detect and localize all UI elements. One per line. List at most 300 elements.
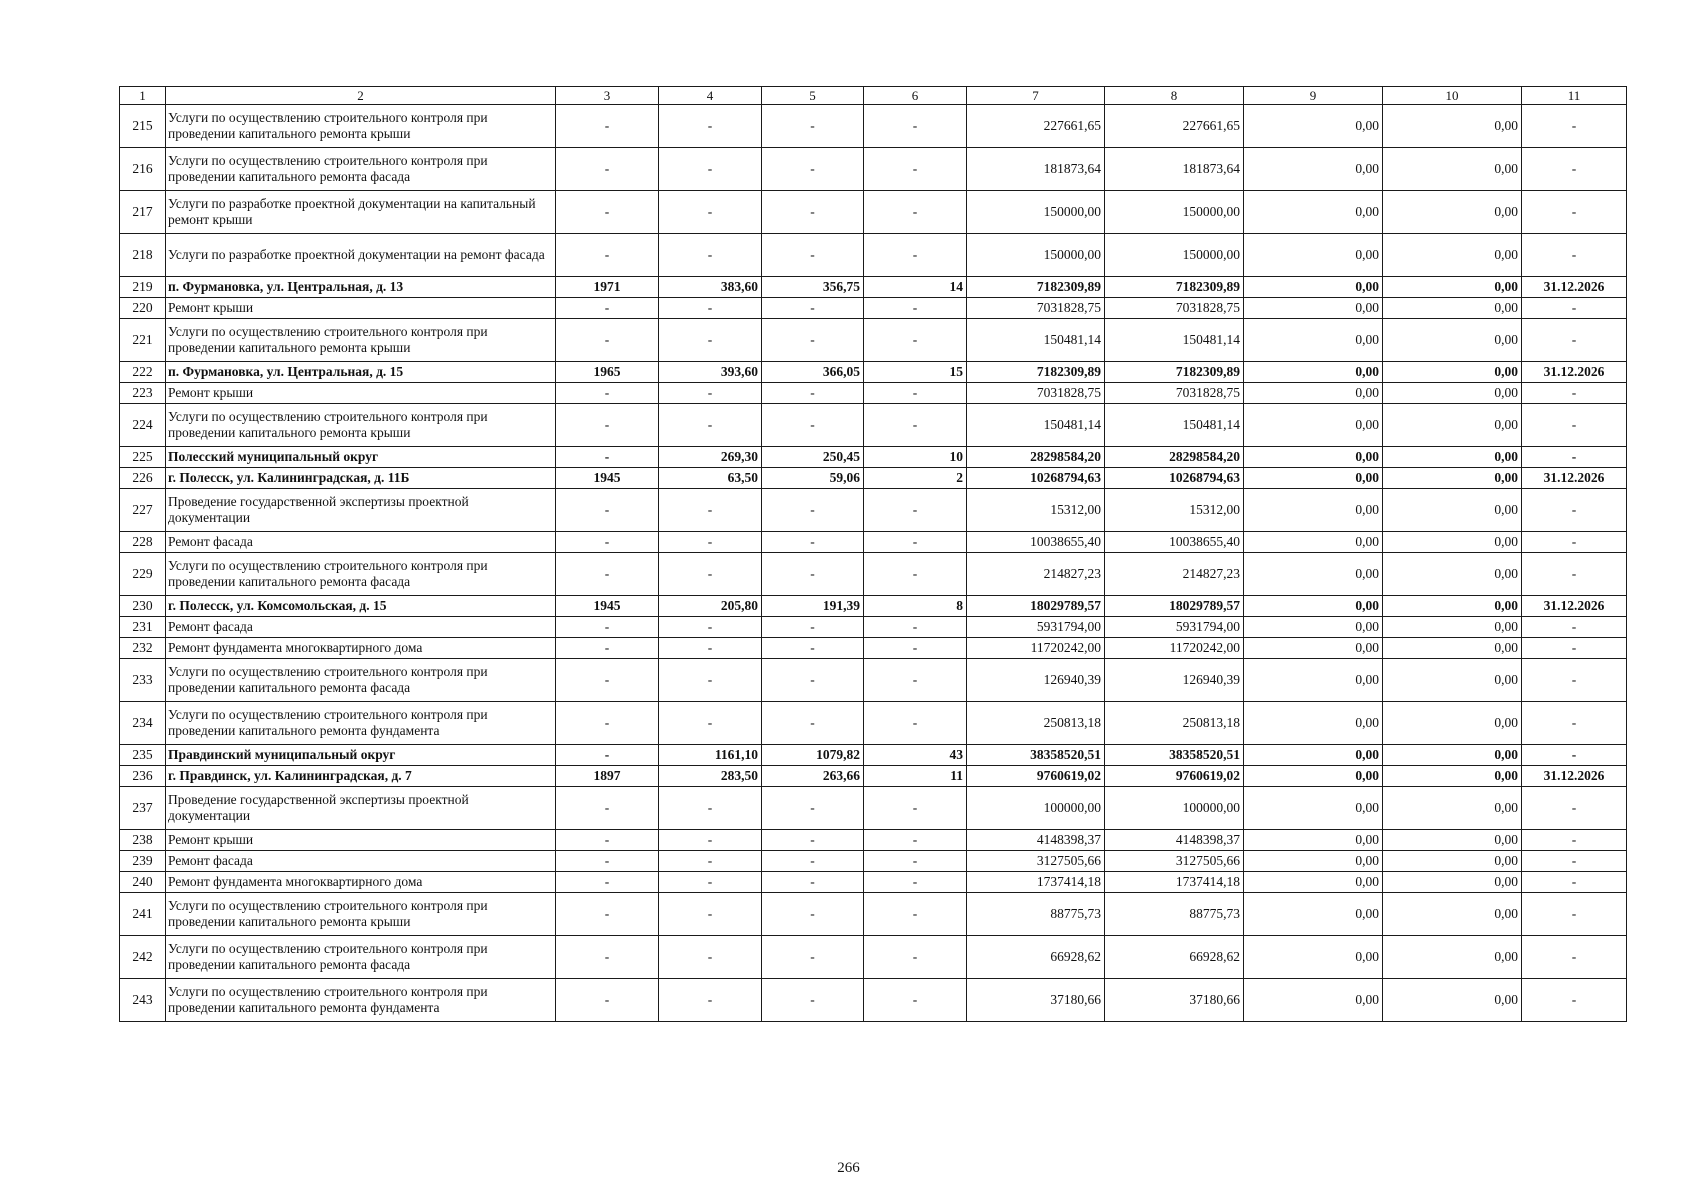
col5-cell: -: [762, 383, 864, 404]
col5-cell: -: [762, 830, 864, 851]
col10-cell: 0,00: [1383, 617, 1522, 638]
col6-cell: -: [864, 851, 967, 872]
item-name-cell: Ремонт фасада: [166, 617, 556, 638]
col9-cell: 0,00: [1244, 787, 1383, 830]
col8-cell: 18029789,57: [1105, 596, 1244, 617]
col11-cell: -: [1522, 617, 1627, 638]
header-cell: 6: [864, 87, 967, 105]
col6-cell: -: [864, 383, 967, 404]
col11-cell: -: [1522, 553, 1627, 596]
col6-cell: -: [864, 787, 967, 830]
col9-cell: 0,00: [1244, 277, 1383, 298]
col9-cell: 0,00: [1244, 383, 1383, 404]
col10-cell: 0,00: [1383, 234, 1522, 277]
col8-cell: 214827,23: [1105, 553, 1244, 596]
row-number-cell: 236: [120, 766, 166, 787]
col5-cell: -: [762, 979, 864, 1022]
col6-cell: -: [864, 659, 967, 702]
col8-cell: 227661,65: [1105, 105, 1244, 148]
table-row: [120, 489, 1627, 532]
item-name-cell: Ремонт фундамента многоквартирного дома: [166, 638, 556, 659]
col6-cell: -: [864, 936, 967, 979]
col11-cell: 31.12.2026: [1522, 766, 1627, 787]
table-row: [120, 851, 1627, 872]
col10-cell: 0,00: [1383, 468, 1522, 489]
col6-cell: -: [864, 638, 967, 659]
col3-cell: -: [556, 659, 659, 702]
col3-cell: -: [556, 447, 659, 468]
col3-cell: -: [556, 404, 659, 447]
row-number-cell: 227: [120, 489, 166, 532]
table-row: [120, 659, 1627, 702]
col7-cell: 11720242,00: [967, 638, 1105, 659]
col8-cell: 126940,39: [1105, 659, 1244, 702]
col7-cell: 150481,14: [967, 319, 1105, 362]
col8-cell: 250813,18: [1105, 702, 1244, 745]
col11-cell: 31.12.2026: [1522, 362, 1627, 383]
header-cell: 5: [762, 87, 864, 105]
col5-cell: 250,45: [762, 447, 864, 468]
col3-cell: -: [556, 872, 659, 893]
col9-cell: 0,00: [1244, 532, 1383, 553]
col9-cell: 0,00: [1244, 468, 1383, 489]
col11-cell: 31.12.2026: [1522, 277, 1627, 298]
col9-cell: 0,00: [1244, 404, 1383, 447]
col11-cell: -: [1522, 787, 1627, 830]
col9-cell: 0,00: [1244, 553, 1383, 596]
col3-cell: -: [556, 979, 659, 1022]
col4-cell: -: [659, 617, 762, 638]
col3-cell: -: [556, 745, 659, 766]
row-number-cell: 242: [120, 936, 166, 979]
col9-cell: 0,00: [1244, 702, 1383, 745]
row-number-cell: 239: [120, 851, 166, 872]
table-row: [120, 383, 1627, 404]
col7-cell: 28298584,20: [967, 447, 1105, 468]
item-name-cell: Услуги по разработке проектной документации на ремонт фасада: [166, 234, 556, 277]
col5-cell: -: [762, 532, 864, 553]
item-name-cell: Ремонт фундамента многоквартирного дома: [166, 872, 556, 893]
row-number-cell: 221: [120, 319, 166, 362]
col5-cell: -: [762, 489, 864, 532]
col10-cell: 0,00: [1383, 105, 1522, 148]
table-body: [120, 87, 1627, 1022]
col7-cell: 7031828,75: [967, 298, 1105, 319]
col8-cell: 4148398,37: [1105, 830, 1244, 851]
item-name-cell: Полесский муниципальный округ: [166, 447, 556, 468]
item-name-cell: Услуги по разработке проектной документации на капитальный ремонт крыши: [166, 191, 556, 234]
col3-cell: -: [556, 638, 659, 659]
col5-cell: -: [762, 851, 864, 872]
col5-cell: 263,66: [762, 766, 864, 787]
col3-cell: 1945: [556, 468, 659, 489]
row-number-cell: 234: [120, 702, 166, 745]
col5-cell: -: [762, 553, 864, 596]
col8-cell: 181873,64: [1105, 148, 1244, 191]
col9-cell: 0,00: [1244, 319, 1383, 362]
col6-cell: -: [864, 234, 967, 277]
col11-cell: -: [1522, 191, 1627, 234]
col9-cell: 0,00: [1244, 830, 1383, 851]
col6-cell: 14: [864, 277, 967, 298]
header-cell: 11: [1522, 87, 1627, 105]
col10-cell: 0,00: [1383, 851, 1522, 872]
col6-cell: -: [864, 148, 967, 191]
col8-cell: 100000,00: [1105, 787, 1244, 830]
col4-cell: -: [659, 702, 762, 745]
col7-cell: 18029789,57: [967, 596, 1105, 617]
col4-cell: -: [659, 936, 762, 979]
table-row: [120, 936, 1627, 979]
col11-cell: 31.12.2026: [1522, 468, 1627, 489]
row-number-cell: 229: [120, 553, 166, 596]
col4-cell: -: [659, 532, 762, 553]
col6-cell: 43: [864, 745, 967, 766]
row-number-cell: 222: [120, 362, 166, 383]
col7-cell: 181873,64: [967, 148, 1105, 191]
table-row: [120, 872, 1627, 893]
col8-cell: 9760619,02: [1105, 766, 1244, 787]
table-row: [120, 553, 1627, 596]
col4-cell: -: [659, 234, 762, 277]
col6-cell: -: [864, 553, 967, 596]
col11-cell: -: [1522, 319, 1627, 362]
col4-cell: -: [659, 659, 762, 702]
col9-cell: 0,00: [1244, 105, 1383, 148]
col4-cell: 283,50: [659, 766, 762, 787]
col4-cell: -: [659, 553, 762, 596]
col4-cell: -: [659, 383, 762, 404]
col7-cell: 100000,00: [967, 787, 1105, 830]
table-row: [120, 298, 1627, 319]
col3-cell: 1971: [556, 277, 659, 298]
col5-cell: 191,39: [762, 596, 864, 617]
col6-cell: -: [864, 319, 967, 362]
item-name-cell: г. Полесск, ул. Комсомольская, д. 15: [166, 596, 556, 617]
col5-cell: -: [762, 105, 864, 148]
col11-cell: -: [1522, 893, 1627, 936]
item-name-cell: п. Фурмановка, ул. Центральная, д. 13: [166, 277, 556, 298]
row-number-cell: 243: [120, 979, 166, 1022]
table-row: [120, 979, 1627, 1022]
item-name-cell: Услуги по осуществлению строительного контроля при проведении капитального ремонта крыши: [166, 404, 556, 447]
col6-cell: 11: [864, 766, 967, 787]
row-number-cell: 224: [120, 404, 166, 447]
header-cell: 3: [556, 87, 659, 105]
header-cell: 9: [1244, 87, 1383, 105]
table-row: [120, 277, 1627, 298]
col10-cell: 0,00: [1383, 319, 1522, 362]
item-name-cell: Ремонт фасада: [166, 851, 556, 872]
col3-cell: -: [556, 148, 659, 191]
col3-cell: 1945: [556, 596, 659, 617]
col9-cell: 0,00: [1244, 638, 1383, 659]
table-row: [120, 766, 1627, 787]
col5-cell: -: [762, 787, 864, 830]
col11-cell: -: [1522, 105, 1627, 148]
row-number-cell: 219: [120, 277, 166, 298]
col6-cell: -: [864, 191, 967, 234]
col7-cell: 150000,00: [967, 191, 1105, 234]
col4-cell: 1161,10: [659, 745, 762, 766]
col4-cell: -: [659, 404, 762, 447]
table-row: [120, 234, 1627, 277]
col7-cell: 150481,14: [967, 404, 1105, 447]
col5-cell: -: [762, 638, 864, 659]
col8-cell: 28298584,20: [1105, 447, 1244, 468]
program-table: [119, 86, 1627, 1022]
table-row: [120, 447, 1627, 468]
col11-cell: -: [1522, 659, 1627, 702]
col8-cell: 150481,14: [1105, 319, 1244, 362]
col5-cell: -: [762, 893, 864, 936]
table-row: [120, 617, 1627, 638]
col7-cell: 37180,66: [967, 979, 1105, 1022]
header-cell: 8: [1105, 87, 1244, 105]
col4-cell: -: [659, 638, 762, 659]
col10-cell: 0,00: [1383, 787, 1522, 830]
col4-cell: -: [659, 489, 762, 532]
col9-cell: 0,00: [1244, 362, 1383, 383]
col4-cell: -: [659, 830, 762, 851]
col4-cell: -: [659, 191, 762, 234]
item-name-cell: п. Фурмановка, ул. Центральная, д. 15: [166, 362, 556, 383]
row-number-cell: 235: [120, 745, 166, 766]
col3-cell: -: [556, 787, 659, 830]
col6-cell: 2: [864, 468, 967, 489]
col11-cell: -: [1522, 298, 1627, 319]
item-name-cell: Ремонт крыши: [166, 298, 556, 319]
col9-cell: 0,00: [1244, 148, 1383, 191]
table-row: [120, 319, 1627, 362]
col11-cell: -: [1522, 830, 1627, 851]
col5-cell: -: [762, 298, 864, 319]
col10-cell: 0,00: [1383, 596, 1522, 617]
item-name-cell: Ремонт крыши: [166, 830, 556, 851]
col11-cell: -: [1522, 979, 1627, 1022]
col8-cell: 7182309,89: [1105, 362, 1244, 383]
col6-cell: -: [864, 872, 967, 893]
col10-cell: 0,00: [1383, 362, 1522, 383]
col7-cell: 15312,00: [967, 489, 1105, 532]
col4-cell: -: [659, 872, 762, 893]
item-name-cell: Услуги по осуществлению строительного контроля при проведении капитального ремонта фасада: [166, 659, 556, 702]
col11-cell: -: [1522, 702, 1627, 745]
col6-cell: -: [864, 298, 967, 319]
col9-cell: 0,00: [1244, 893, 1383, 936]
col4-cell: 269,30: [659, 447, 762, 468]
col3-cell: -: [556, 383, 659, 404]
col9-cell: 0,00: [1244, 447, 1383, 468]
col8-cell: 1737414,18: [1105, 872, 1244, 893]
col8-cell: 38358520,51: [1105, 745, 1244, 766]
col11-cell: -: [1522, 404, 1627, 447]
col3-cell: -: [556, 702, 659, 745]
col10-cell: 0,00: [1383, 553, 1522, 596]
col7-cell: 214827,23: [967, 553, 1105, 596]
col6-cell: 15: [864, 362, 967, 383]
col10-cell: 0,00: [1383, 298, 1522, 319]
col6-cell: -: [864, 105, 967, 148]
col4-cell: 205,80: [659, 596, 762, 617]
col10-cell: 0,00: [1383, 872, 1522, 893]
col8-cell: 88775,73: [1105, 893, 1244, 936]
table-row: [120, 362, 1627, 383]
col8-cell: 150000,00: [1105, 234, 1244, 277]
row-number-cell: 220: [120, 298, 166, 319]
header-cell: 10: [1383, 87, 1522, 105]
col6-cell: -: [864, 532, 967, 553]
col11-cell: -: [1522, 383, 1627, 404]
col6-cell: -: [864, 893, 967, 936]
col8-cell: 37180,66: [1105, 979, 1244, 1022]
item-name-cell: Проведение государственной экспертизы проектной документации: [166, 489, 556, 532]
table-row: [120, 893, 1627, 936]
row-number-cell: 218: [120, 234, 166, 277]
col9-cell: 0,00: [1244, 489, 1383, 532]
col8-cell: 7031828,75: [1105, 298, 1244, 319]
col10-cell: 0,00: [1383, 191, 1522, 234]
col8-cell: 150481,14: [1105, 404, 1244, 447]
col3-cell: -: [556, 617, 659, 638]
col3-cell: -: [556, 489, 659, 532]
row-number-cell: 223: [120, 383, 166, 404]
col5-cell: -: [762, 702, 864, 745]
col4-cell: -: [659, 787, 762, 830]
item-name-cell: Услуги по осуществлению строительного контроля при проведении капитального ремонта крыши: [166, 105, 556, 148]
table-row: [120, 596, 1627, 617]
table-row: [120, 468, 1627, 489]
col7-cell: 7031828,75: [967, 383, 1105, 404]
col5-cell: 356,75: [762, 277, 864, 298]
col9-cell: 0,00: [1244, 659, 1383, 702]
col10-cell: 0,00: [1383, 638, 1522, 659]
header-cell: 2: [166, 87, 556, 105]
col7-cell: 4148398,37: [967, 830, 1105, 851]
col10-cell: 0,00: [1383, 383, 1522, 404]
col6-cell: 8: [864, 596, 967, 617]
col3-cell: -: [556, 893, 659, 936]
item-name-cell: Услуги по осуществлению строительного контроля при проведении капитального ремонта крыши: [166, 319, 556, 362]
col11-cell: -: [1522, 872, 1627, 893]
item-name-cell: Услуги по осуществлению строительного контроля при проведении капитального ремонта фундамента: [166, 979, 556, 1022]
col6-cell: -: [864, 830, 967, 851]
col3-cell: -: [556, 319, 659, 362]
col7-cell: 227661,65: [967, 105, 1105, 148]
row-number-cell: 215: [120, 105, 166, 148]
col3-cell: -: [556, 830, 659, 851]
col10-cell: 0,00: [1383, 893, 1522, 936]
col4-cell: 393,60: [659, 362, 762, 383]
col11-cell: -: [1522, 638, 1627, 659]
col4-cell: 383,60: [659, 277, 762, 298]
col4-cell: -: [659, 105, 762, 148]
col5-cell: -: [762, 191, 864, 234]
col10-cell: 0,00: [1383, 702, 1522, 745]
col10-cell: 0,00: [1383, 745, 1522, 766]
col10-cell: 0,00: [1383, 447, 1522, 468]
row-number-cell: 225: [120, 447, 166, 468]
item-name-cell: г. Правдинск, ул. Калининградская, д. 7: [166, 766, 556, 787]
col11-cell: -: [1522, 936, 1627, 979]
col7-cell: 88775,73: [967, 893, 1105, 936]
col4-cell: -: [659, 979, 762, 1022]
col7-cell: 10038655,40: [967, 532, 1105, 553]
col3-cell: 1897: [556, 766, 659, 787]
col10-cell: 0,00: [1383, 766, 1522, 787]
col5-cell: -: [762, 404, 864, 447]
table-row: [120, 745, 1627, 766]
col6-cell: -: [864, 617, 967, 638]
col8-cell: 11720242,00: [1105, 638, 1244, 659]
col3-cell: -: [556, 105, 659, 148]
col8-cell: 5931794,00: [1105, 617, 1244, 638]
col4-cell: 63,50: [659, 468, 762, 489]
col3-cell: -: [556, 851, 659, 872]
col8-cell: 7182309,89: [1105, 277, 1244, 298]
header-cell: 4: [659, 87, 762, 105]
row-number-cell: 230: [120, 596, 166, 617]
item-name-cell: Ремонт крыши: [166, 383, 556, 404]
col3-cell: 1965: [556, 362, 659, 383]
col7-cell: 7182309,89: [967, 362, 1105, 383]
item-name-cell: Правдинский муниципальный округ: [166, 745, 556, 766]
col9-cell: 0,00: [1244, 298, 1383, 319]
row-number-cell: 240: [120, 872, 166, 893]
col11-cell: -: [1522, 532, 1627, 553]
col7-cell: 250813,18: [967, 702, 1105, 745]
col3-cell: -: [556, 553, 659, 596]
col6-cell: -: [864, 702, 967, 745]
col5-cell: -: [762, 319, 864, 362]
col4-cell: -: [659, 893, 762, 936]
col11-cell: -: [1522, 489, 1627, 532]
row-number-cell: 228: [120, 532, 166, 553]
table-row: [120, 638, 1627, 659]
col3-cell: -: [556, 532, 659, 553]
col9-cell: 0,00: [1244, 936, 1383, 979]
row-number-cell: 233: [120, 659, 166, 702]
col3-cell: -: [556, 234, 659, 277]
col7-cell: 38358520,51: [967, 745, 1105, 766]
col5-cell: -: [762, 659, 864, 702]
table-row: [120, 191, 1627, 234]
col8-cell: 150000,00: [1105, 191, 1244, 234]
col10-cell: 0,00: [1383, 148, 1522, 191]
row-number-cell: 216: [120, 148, 166, 191]
col10-cell: 0,00: [1383, 830, 1522, 851]
item-name-cell: Услуги по осуществлению строительного контроля при проведении капитального ремонта фасада: [166, 553, 556, 596]
item-name-cell: Услуги по осуществлению строительного контроля при проведении капитального ремонта крыши: [166, 893, 556, 936]
col7-cell: 66928,62: [967, 936, 1105, 979]
col9-cell: 0,00: [1244, 745, 1383, 766]
col8-cell: 15312,00: [1105, 489, 1244, 532]
col6-cell: -: [864, 979, 967, 1022]
col3-cell: -: [556, 936, 659, 979]
table-row: [120, 702, 1627, 745]
col8-cell: 3127505,66: [1105, 851, 1244, 872]
col11-cell: 31.12.2026: [1522, 596, 1627, 617]
col3-cell: -: [556, 191, 659, 234]
col8-cell: 10038655,40: [1105, 532, 1244, 553]
col8-cell: 66928,62: [1105, 936, 1244, 979]
col5-cell: -: [762, 872, 864, 893]
col9-cell: 0,00: [1244, 234, 1383, 277]
table-row: [120, 830, 1627, 851]
col11-cell: -: [1522, 447, 1627, 468]
col10-cell: 0,00: [1383, 489, 1522, 532]
row-number-cell: 238: [120, 830, 166, 851]
